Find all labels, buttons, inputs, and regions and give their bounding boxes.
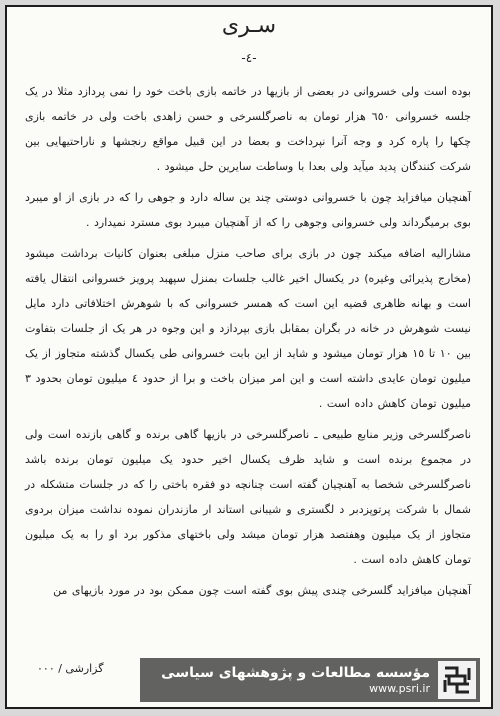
paragraph-4: ناصرگلسرخی وزیر منابع طبیعی ـ ناصرگلسرخی در بازیها گاهی برنده و گاهی بازنده است ولی در مجموع برنده است و شاید ظرف یکسال اخیر حدود یک میلیون تومان برنده باشد ناصرگلسرخی شخصا به آهنچیان گفته است چنانچه دو فقره باختی را که در جلسات متشکله در شمال با شرکت پرتوپزدبر د لگستری و شیبانی استاند ار مازندران نموده نداشت میزان بردوی متجاوز از یک میلیون وهفتصد هزار تومان میشد ولی باختهای مذکور برد او را به یک میلیون تومان کاهش داده است . <box>25 428 471 566</box>
document-page <box>5 5 493 709</box>
watermark-url: www.psri.ir <box>369 682 430 695</box>
document-body <box>25 79 471 605</box>
watermark-org-name: مؤسسه مطالعات و پژوهشهای سیاسی <box>161 665 430 681</box>
watermark-text <box>161 664 430 696</box>
paragraph-5: آهنچیان میافزاید گلسرخی چندی پیش بوی گفته است چون ممکن بود در مورد بازیهای من <box>53 584 471 597</box>
institute-logo-icon <box>438 661 476 699</box>
paragraph-3: مشارالیه اضافه میکند چون در بازی برای صاحب منزل مبلغی بعنوان کانیات برداشت میشود (مخارج پذیرائی وغیره) در یکسال اخیر غالب جلسات بمنزل سپهبد پرویز خسروانی انتقال یافته است و بهانه ظاهری قضیه این است که همسر خسروانی که با شوهرش اختلافاتی دارد مایل نیست شوهرش در خانه در بگران بمقابل بازی بپردازد و این وجوه در هر یک از جلسات بتفاوت بین ١٠ تا ١٥ هزار تومان میشود و شاید از این بابت خسروانی طی یکسال گذشته متجاوز از یک میلیون تومان عایدی داشته است و این امر میزان باخت و برا از حدود ٤ میلیون تومان بحدود ٣ میلیون تومان کاهش داده است . <box>25 247 471 410</box>
paragraph-1: بوده است ولی خسروانی در بعضی از بازیها در خاتمه بازی باخت خود را نمی پردازد مثلا در یک جلسه خسروانی ٦٥٠ هزار تومان به ناصرگلسرخی و حسن زاهدی باخت ولی در خاتمه بازی چکها را پاره کرد و وجه آنرا نپرداخت و بعضا در این قبیل مواقع رنجشها و ناراحتیهایی بین شرکت کنندگان پدید میآید ولی بعدا با وساطت سایرین حل میشود . <box>25 85 471 173</box>
classification-header: سـری <box>221 13 277 38</box>
page-number: -٤- <box>241 51 257 65</box>
paragraph-2: آهنچیان میافزاید چون با خسروانی دوستی چند ین ساله دارد و جوهی را که در بازی از او میبرد بوی برمیگرداند ولی خسروانی وجوهی را که از آهنچیان میبرد بوی مسترد نمیدارد . <box>25 191 471 229</box>
logo-knot-icon <box>441 664 473 696</box>
institute-watermark <box>140 658 480 702</box>
report-reference: گزارشی / ٠٠٠ <box>37 662 104 675</box>
